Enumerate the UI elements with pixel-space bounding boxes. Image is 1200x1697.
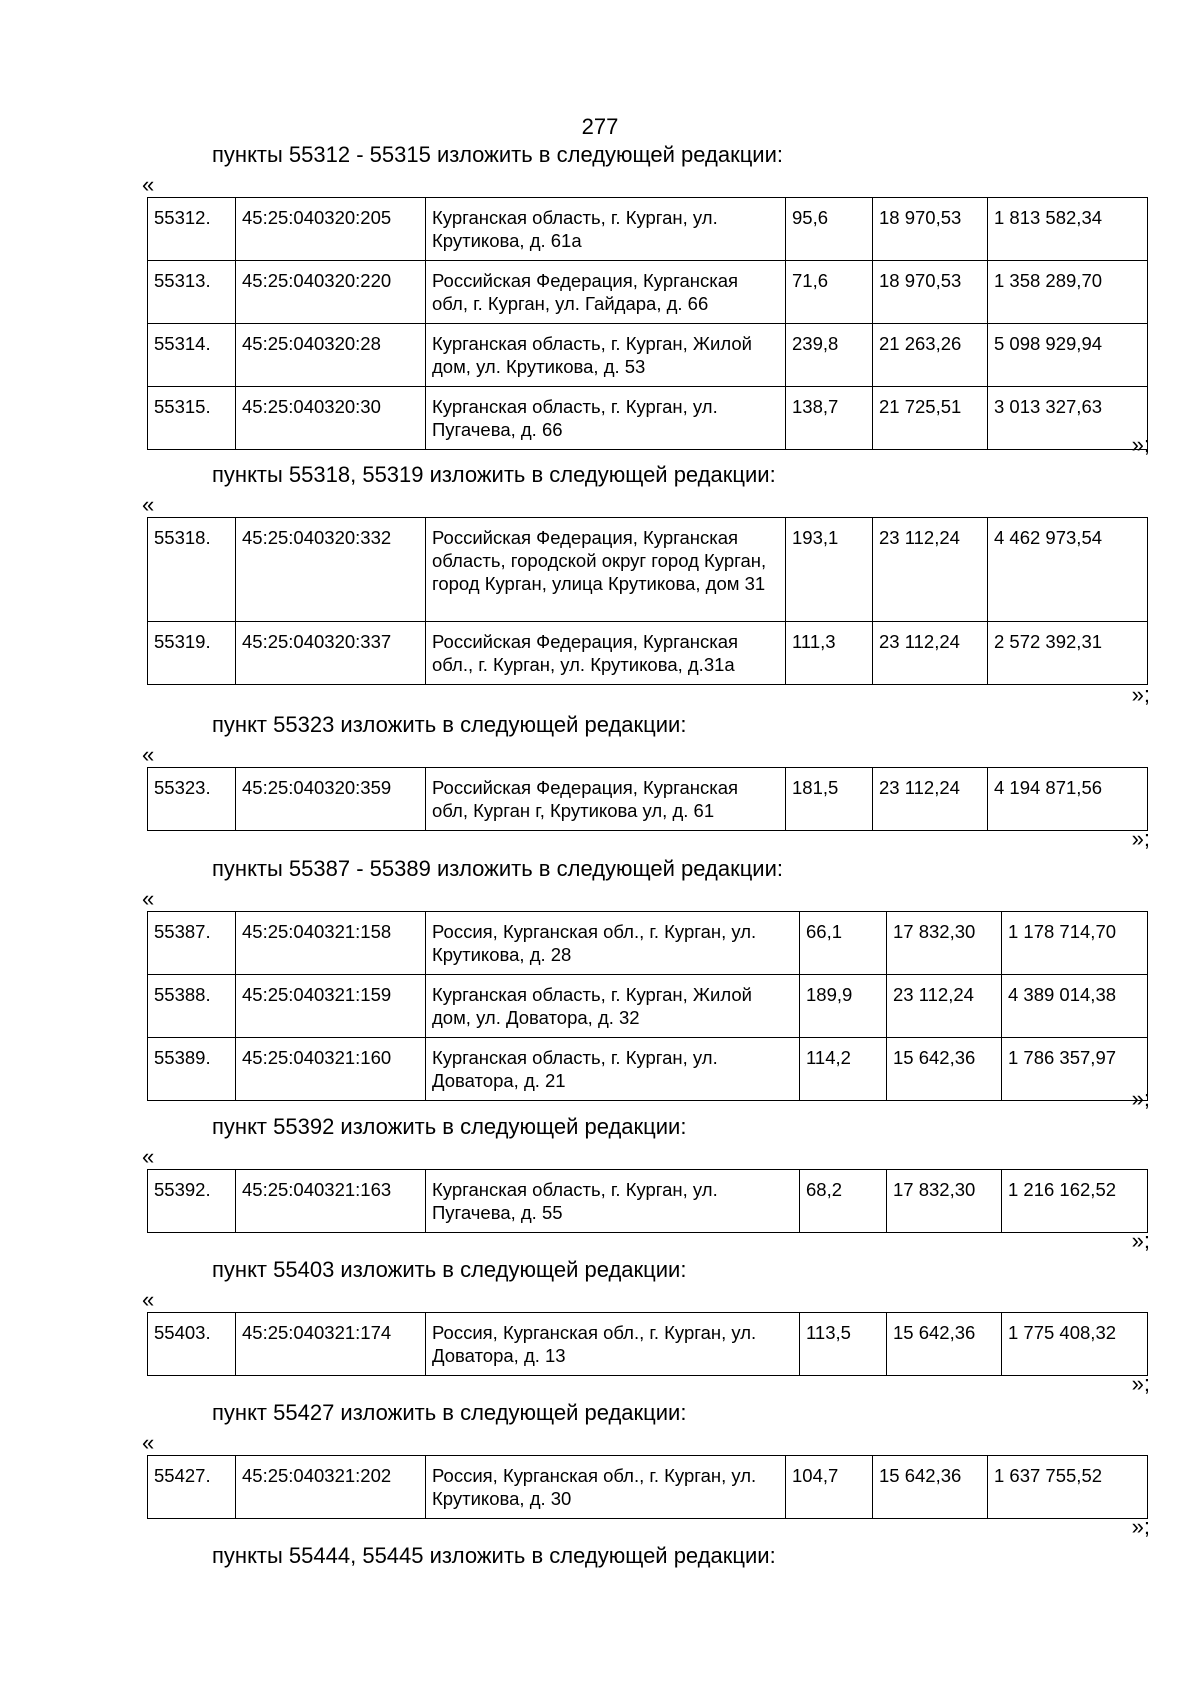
close-quote: »; [1131,1514,1150,1539]
cell-area: 68,2 [800,1170,887,1233]
cell-area: 111,3 [786,622,873,685]
cell-rate: 21 725,51 [873,387,988,450]
cell-num: 55392. [148,1170,236,1233]
cell-cadastral: 45:25:040320:30 [236,387,426,450]
table-row [148,912,1148,975]
table-row [148,975,1148,1038]
cell-num: 55387. [148,912,236,975]
cell-value: 4 389 014,38 [1002,975,1148,1038]
table-row [148,622,1148,685]
table-row [148,768,1148,831]
cell-area: 104,7 [786,1456,873,1519]
cell-cadastral: 45:25:040320:359 [236,768,426,831]
cell-value: 2 572 392,31 [988,622,1148,685]
cell-address: Российская Федерация, Курганская область, городской округ город Курган, город Курган, улица Крутикова, дом 31 [426,518,786,622]
cell-num: 55318. [148,518,236,622]
close-quote: »; [1131,1228,1150,1253]
table-row [148,1170,1148,1233]
close-quote: »; [1131,826,1150,851]
cell-num: 55319. [148,622,236,685]
cell-address: Российская Федерация, Курганская обл, Курган г, Крутикова ул, д. 61 [426,768,786,831]
cell-cadastral: 45:25:040320:332 [236,518,426,622]
cell-cadastral: 45:25:040320:337 [236,622,426,685]
cell-address: Российская Федерация, Курганская обл., г. Курган, ул. Крутикова, д.31а [426,622,786,685]
cell-value: 1 178 714,70 [1002,912,1148,975]
close-quote: »; [1131,432,1150,457]
cell-address: Российская Федерация, Курганская обл, г. Курган, ул. Гайдара, д. 66 [426,261,786,324]
cell-area: 138,7 [786,387,873,450]
cell-rate: 23 112,24 [887,975,1002,1038]
cell-address: Россия, Курганская обл., г. Курган, ул. Крутикова, д. 30 [426,1456,786,1519]
table-row [148,324,1148,387]
cell-rate: 21 263,26 [873,324,988,387]
table-row [148,1313,1148,1376]
cell-value: 4 462 973,54 [988,518,1148,622]
cell-num: 55315. [148,387,236,450]
cell-address: Курганская область, г. Курган, Жилой дом, ул. Доватора, д. 32 [426,975,800,1038]
section-heading: пункты 55387 - 55389 изложить в следующей редакции: [212,856,784,881]
cell-area: 114,2 [800,1038,887,1101]
cell-rate: 15 642,36 [887,1038,1002,1101]
close-quote: »; [1131,1371,1150,1396]
cell-rate: 17 832,30 [887,912,1002,975]
cell-area: 181,5 [786,768,873,831]
data-table [147,767,1148,831]
data-table [147,1455,1148,1519]
cell-value: 1 358 289,70 [988,261,1148,324]
section-heading: пункт 55427 изложить в следующей редакции: [212,1400,687,1425]
cell-cadastral: 45:25:040320:205 [236,198,426,261]
cell-num: 55388. [148,975,236,1038]
cell-area: 95,6 [786,198,873,261]
open-quote: « [142,492,155,517]
cell-address: Россия, Курганская обл., г. Курган, ул. Доватора, д. 13 [426,1313,800,1376]
cell-value: 1 637 755,52 [988,1456,1148,1519]
cell-address: Курганская область, г. Курган, ул. Пугачева, д. 66 [426,387,786,450]
cell-cadastral: 45:25:040320:28 [236,324,426,387]
cell-rate: 23 112,24 [873,768,988,831]
section-heading: пункт 55323 изложить в следующей редакции: [212,712,687,737]
cell-value: 5 098 929,94 [988,324,1148,387]
close-quote: »; [1131,1086,1150,1111]
cell-value: 1 775 408,32 [1002,1313,1148,1376]
open-quote: « [142,1144,155,1169]
section-heading: пункт 55403 изложить в следующей редакции: [212,1257,687,1282]
section-heading: пункты 55444, 55445 изложить в следующей редакции: [212,1543,776,1568]
cell-num: 55313. [148,261,236,324]
data-table [147,1169,1148,1233]
table-row [148,387,1148,450]
cell-num: 55403. [148,1313,236,1376]
cell-rate: 15 642,36 [887,1313,1002,1376]
open-quote: « [142,1287,155,1312]
cell-cadastral: 45:25:040321:158 [236,912,426,975]
cell-num: 55312. [148,198,236,261]
open-quote: « [142,886,155,911]
data-table [147,1312,1148,1376]
data-table [147,197,1148,450]
cell-rate: 18 970,53 [873,261,988,324]
cell-cadastral: 45:25:040321:174 [236,1313,426,1376]
cell-cadastral: 45:25:040321:159 [236,975,426,1038]
cell-rate: 23 112,24 [873,622,988,685]
table-row [148,518,1148,622]
table-row [148,198,1148,261]
cell-value: 1 216 162,52 [1002,1170,1148,1233]
section-heading: пункты 55312 - 55315 изложить в следующей редакции: [212,142,784,167]
cell-cadastral: 45:25:040321:163 [236,1170,426,1233]
open-quote: « [142,742,155,767]
cell-num: 55389. [148,1038,236,1101]
cell-cadastral: 45:25:040321:202 [236,1456,426,1519]
table-row [148,1038,1148,1101]
cell-value: 1 786 357,97 [1002,1038,1148,1101]
cell-rate: 15 642,36 [873,1456,988,1519]
table-row [148,261,1148,324]
cell-rate: 17 832,30 [887,1170,1002,1233]
cell-address: Курганская область, г. Курган, ул. Крутикова, д. 61а [426,198,786,261]
page-number: 277 [581,114,619,139]
open-quote: « [142,172,155,197]
section-heading: пункты 55318, 55319 изложить в следующей редакции: [212,462,776,487]
table-row [148,1456,1148,1519]
data-table [147,517,1148,685]
cell-address: Курганская область, г. Курган, ул. Пугачева, д. 55 [426,1170,800,1233]
cell-area: 193,1 [786,518,873,622]
cell-area: 66,1 [800,912,887,975]
cell-address: Россия, Курганская обл., г. Курган, ул. Крутикова, д. 28 [426,912,800,975]
data-table [147,911,1148,1101]
cell-rate: 18 970,53 [873,198,988,261]
cell-area: 113,5 [800,1313,887,1376]
cell-num: 55427. [148,1456,236,1519]
section-heading: пункт 55392 изложить в следующей редакции: [212,1114,687,1139]
cell-address: Курганская область, г. Курган, ул. Доватора, д. 21 [426,1038,800,1101]
cell-area: 189,9 [800,975,887,1038]
cell-address: Курганская область, г. Курган, Жилой дом, ул. Крутикова, д. 53 [426,324,786,387]
cell-area: 239,8 [786,324,873,387]
cell-num: 55314. [148,324,236,387]
cell-cadastral: 45:25:040321:160 [236,1038,426,1101]
cell-rate: 23 112,24 [873,518,988,622]
cell-value: 1 813 582,34 [988,198,1148,261]
cell-num: 55323. [148,768,236,831]
cell-value: 4 194 871,56 [988,768,1148,831]
cell-cadastral: 45:25:040320:220 [236,261,426,324]
close-quote: »; [1131,682,1150,707]
cell-area: 71,6 [786,261,873,324]
cell-value: 3 013 327,63 [988,387,1148,450]
open-quote: « [142,1430,155,1455]
